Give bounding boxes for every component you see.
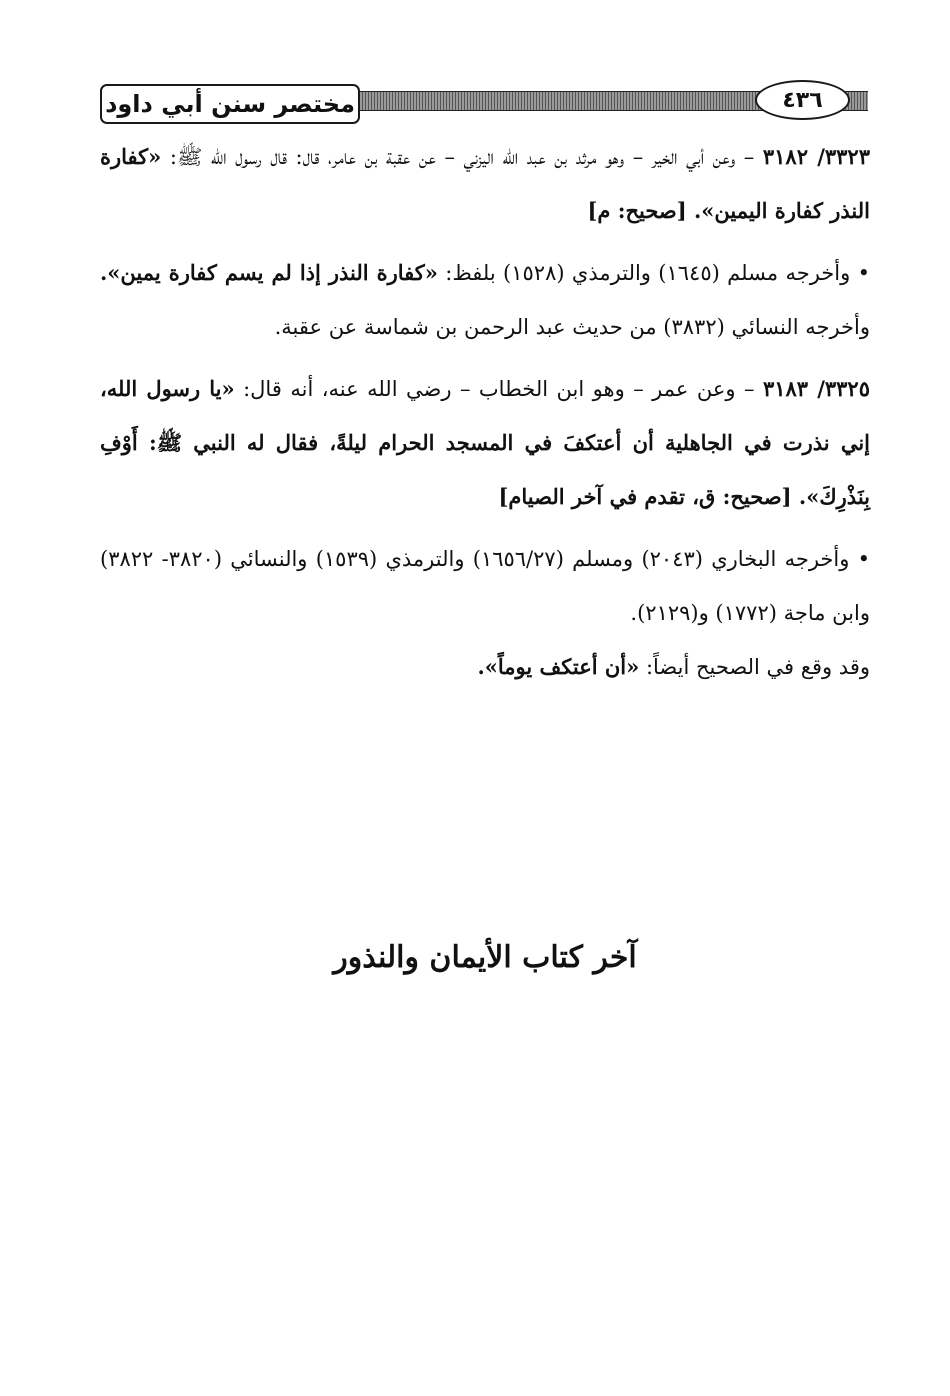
page-number: ٤٣٦: [755, 80, 850, 120]
page-content: [100, 130, 870, 694]
note-text: • وأخرجه البخاري (٢٠٤٣) ومسلم (١٦٥٦/٢٧) والترمذي (١٥٣٩) والنسائي (٣٨٢٠- ٣٨٢٢) وابن ماجة (١٧٧٢) و(٢١٢٩).: [100, 547, 871, 625]
note-quote: «كفارة النذر إذا لم يسم كفارة يمين».: [100, 260, 438, 285]
hadith-grade: [صحيح: م]: [587, 198, 694, 223]
hadith-3323: [100, 130, 870, 238]
hadith-3325: [100, 362, 870, 524]
end-of-book-title: آخر كتاب الأيمان والنذور: [333, 940, 637, 975]
book-title: مختصر سنن أبي داود: [100, 84, 360, 124]
page-header: [100, 78, 868, 128]
note-rest: وأخرجه النسائي (٣٨٣٢) من حديث عبد الرحمن بن شماسة عن عقبة.: [274, 315, 870, 339]
hadith-quote: «كفارة النذر كفارة اليمين».: [100, 144, 870, 223]
hadith-text: – وعن عمر – وهو ابن الخطاب – رضي الله عنه، أنه قال:: [234, 377, 763, 401]
hadith-number: ٣٣٢٣/ ٣١٨٢: [762, 144, 870, 169]
takhrij-note-1: [100, 246, 870, 354]
hadith-text: – وعن أبي الخير – وهو مرثد بن عبد الله اليزني – عن عقبة بن عامر، قال: قال رسول الله ﷺ:: [161, 145, 763, 169]
note-quote: «أن أعتكف يوماً».: [477, 654, 640, 679]
note-lead: • وأخرجه مسلم (١٦٤٥) والترمذي (١٥٢٨) بلفظ:: [437, 261, 870, 285]
hadith-number: ٣٣٢٥/ ٣١٨٣: [762, 376, 870, 401]
takhrij-note-3: [100, 640, 870, 694]
hadith-quote: «يا رسول الله، إني نذرت في الجاهلية أن أعتكفَ في المسجد الحرام ليلةً، فقال له النبي ﷺ: أَوْفِ بِنَذْرِكَ».: [100, 376, 870, 509]
takhrij-note-2: [100, 532, 870, 640]
note-lead: وقد وقع في الصحيح أيضاً:: [639, 655, 870, 679]
hadith-grade: [صحيح: ق، تقدم في آخر الصيام]: [498, 484, 799, 509]
